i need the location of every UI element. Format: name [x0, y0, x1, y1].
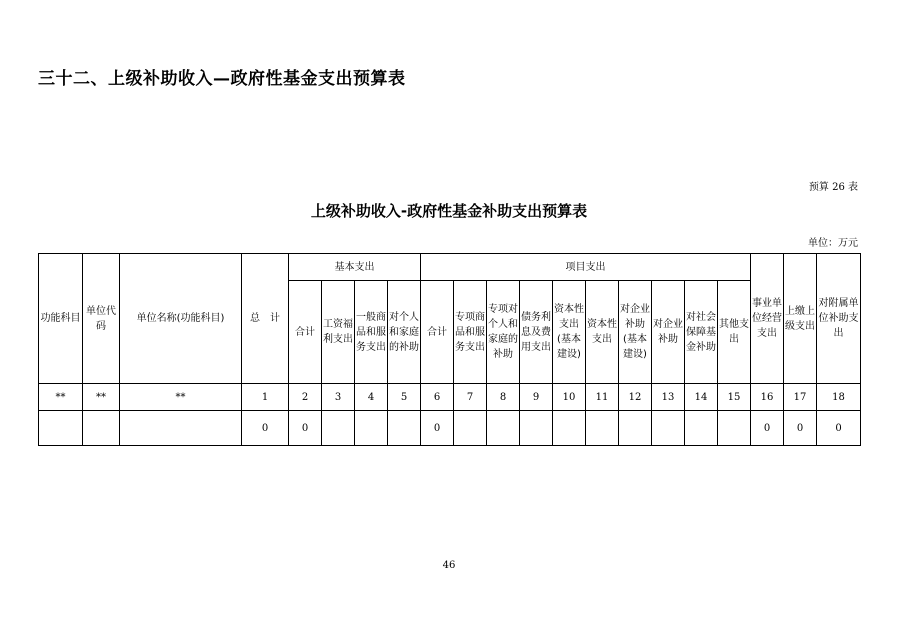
header-project-goods: 专项商品和服务支出: [454, 281, 487, 384]
table-cell: 12: [619, 384, 652, 411]
unit-label: 单位：万元: [808, 238, 858, 249]
header-project-personal: 专项对个人和家庭的补助: [487, 281, 520, 384]
table-cell: 14: [685, 384, 718, 411]
table-cell: [454, 411, 487, 446]
table-cell: [388, 411, 421, 446]
table-row-data: [39, 411, 861, 446]
table-cell: [718, 411, 751, 446]
table-cell: **: [83, 384, 120, 411]
page-number: 46: [442, 560, 456, 571]
table-cell: 0: [817, 411, 861, 446]
header-project-social-security: 对社会保障基金补助: [685, 281, 718, 384]
table-cell: 2: [289, 384, 322, 411]
table-cell: 6: [421, 384, 454, 411]
table-cell: 1: [242, 384, 289, 411]
table-cell: [120, 411, 242, 446]
header-project-capital-construction: 资本性支出(基本建设): [553, 281, 586, 384]
header-unit-name: 单位名称(功能科目): [120, 254, 242, 384]
table-cell: [619, 411, 652, 446]
header-basic-salary: 工资福利支出: [322, 281, 355, 384]
table-cell: [83, 411, 120, 446]
table-cell: 15: [718, 384, 751, 411]
table-cell: [586, 411, 619, 446]
table-cell: 11: [586, 384, 619, 411]
table-cell: 4: [355, 384, 388, 411]
table-cell: 0: [289, 411, 322, 446]
table-cell: **: [120, 384, 242, 411]
table-cell: [652, 411, 685, 446]
header-basic-goods: 一般商品和服务支出: [355, 281, 388, 384]
header-func-subject: 功能科目: [39, 254, 83, 384]
table-cell: 0: [751, 411, 784, 446]
table-cell: 10: [553, 384, 586, 411]
header-project-total: 合计: [421, 281, 454, 384]
form-number: 预算 26 表: [808, 182, 858, 193]
table-cell: **: [39, 384, 83, 411]
header-project-debt: 债务利息及费用支出: [520, 281, 553, 384]
header-basic-personal: 对个人和家庭的补助: [388, 281, 421, 384]
header-project-other: 其他支出: [718, 281, 751, 384]
header-project-capital: 资本性支出: [586, 281, 619, 384]
table-cell: 17: [784, 384, 817, 411]
table-cell: [355, 411, 388, 446]
table-cell: [39, 411, 83, 446]
header-basic-total: 合计: [289, 281, 322, 384]
table-cell: 9: [520, 384, 553, 411]
table-cell: 8: [487, 384, 520, 411]
header-subsidiary-subsidy: 对附属单位补助支出: [817, 254, 861, 384]
table-cell: 3: [322, 384, 355, 411]
table-cell: 13: [652, 384, 685, 411]
header-basic-group: 基本支出: [289, 254, 421, 281]
table-cell: 0: [242, 411, 289, 446]
header-project-group: 项目支出: [421, 254, 751, 281]
table-cell: 0: [784, 411, 817, 446]
header-remit-superior: 上缴上级支出: [784, 254, 817, 384]
table-cell: [553, 411, 586, 446]
table-title: 上级补助收入-政府性基金补助支出预算表: [310, 202, 588, 220]
table-cell: 7: [454, 384, 487, 411]
table-row-numbers: [39, 384, 861, 411]
header-project-enterprise-construction: 对企业补助(基本建设): [619, 281, 652, 384]
table-cell: [487, 411, 520, 446]
table-cell: [520, 411, 553, 446]
header-total: 总 计: [242, 254, 289, 384]
table-cell: 0: [421, 411, 454, 446]
budget-table: [38, 253, 861, 446]
table-cell: [685, 411, 718, 446]
header-business-expense: 事业单位经营支出: [751, 254, 784, 384]
header-unit-code: 单位代码: [83, 254, 120, 384]
table-cell: 18: [817, 384, 861, 411]
page-heading: 三十二、上级补助收入—政府性基金支出预算表: [38, 69, 406, 89]
table-cell: 5: [388, 384, 421, 411]
header-project-enterprise: 对企业补助: [652, 281, 685, 384]
table-cell: [322, 411, 355, 446]
table-cell: 16: [751, 384, 784, 411]
